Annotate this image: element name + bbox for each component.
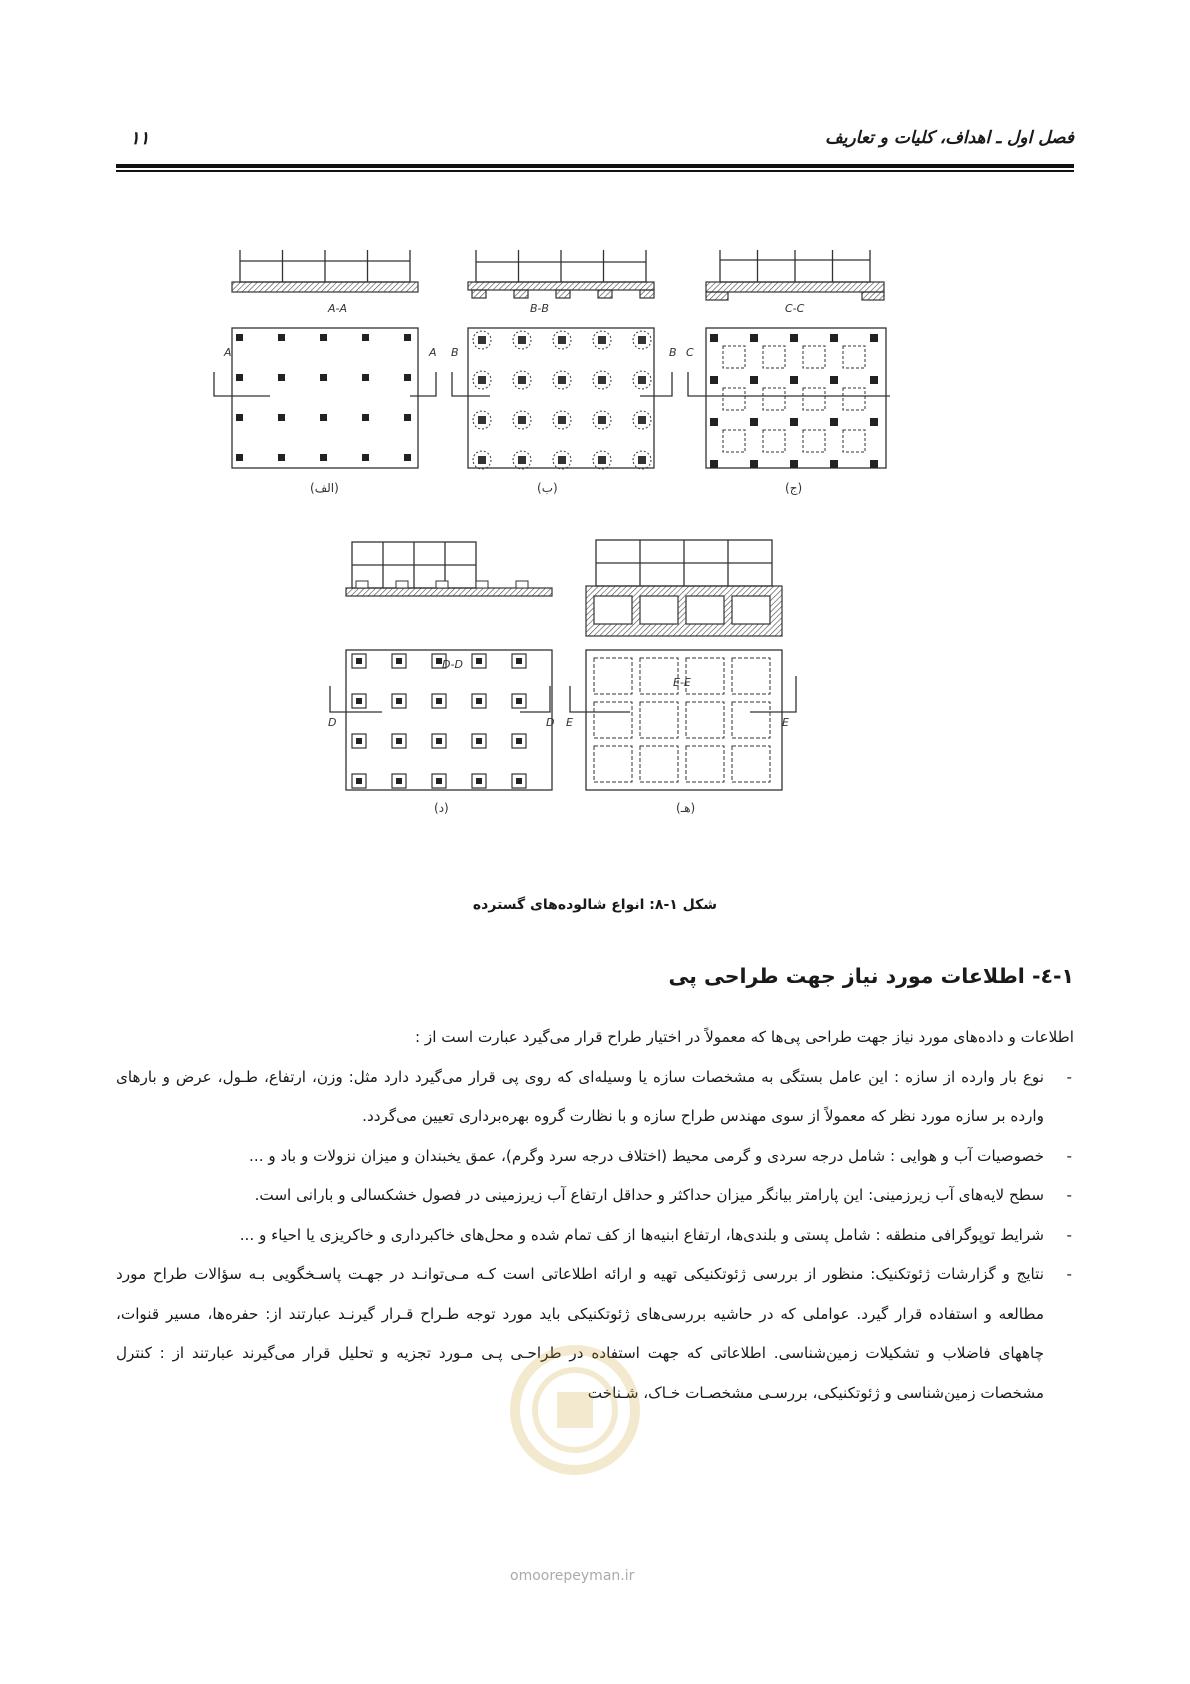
cut-line-c: [688, 372, 890, 396]
dashed-raft-cell: [686, 746, 724, 782]
dashed-raft-cell: [686, 658, 724, 694]
column-square: [830, 418, 838, 426]
column-square: [598, 376, 606, 384]
column-square: [790, 460, 798, 468]
raft-cell: [686, 596, 724, 624]
column-square: [558, 416, 566, 424]
mat-slab-d: [346, 588, 552, 596]
mat-slab-c: [706, 282, 884, 292]
column-square: [516, 778, 522, 784]
dashed-waffle-cell: [843, 346, 865, 368]
column-square: [516, 698, 522, 704]
dashed-waffle-cell: [723, 346, 745, 368]
panel-label-c: (ج): [785, 481, 803, 495]
column-square: [320, 454, 327, 461]
dashed-raft-cell: [732, 702, 770, 738]
section-label-bb: B-B: [530, 302, 549, 315]
column-square: [436, 778, 442, 784]
cut-marker-c: C: [686, 346, 694, 359]
mat-slab-a: [232, 282, 418, 292]
dashed-raft-cell: [640, 702, 678, 738]
dashed-waffle-cell: [803, 388, 825, 410]
intro-paragraph: اطلاعات و داده‌های مورد نیاز جهت طراحی پی‌ها که معمولاً در اختیار طراح قرار می‌گیرد عبارت است از :: [414, 1028, 1074, 1046]
cut-marker-a-left: A: [224, 346, 232, 359]
column-square: [790, 334, 798, 342]
column-square: [598, 336, 606, 344]
dashed-raft-cell: [732, 746, 770, 782]
cut-line-a: [410, 372, 436, 396]
column-square: [404, 374, 411, 381]
panel-label-d: (د): [434, 801, 449, 815]
rib-c: [862, 292, 884, 300]
section-label-dd: D-D: [442, 658, 463, 671]
column-square: [320, 334, 327, 341]
plan-d-outline: [346, 650, 555, 790]
column-square: [236, 454, 243, 461]
header-rule-thin: [116, 170, 1074, 172]
column-square: [638, 456, 646, 464]
chapter-title: فصل اول ـ اهداف، کلیات و تعاریف: [825, 128, 1074, 148]
column-square: [404, 334, 411, 341]
column-square: [518, 456, 526, 464]
list-dash: -: [1066, 1067, 1072, 1086]
list-item: [116, 1137, 1074, 1177]
list-item-text: نوع بار وارده از سازه : این عامل بستگی به مشخصات سازه یا وسیله‌ای که روی پی قرار می‌گیرد دارد مثل: وزن، ارتفاع، طـول، عرض و بارهای وارده بر سازه مورد نظر که معمولاً از سوی مهندس طراح سازه و با نظارت گروه بهره‌برداری تعیین می‌گردد.: [116, 1067, 1044, 1125]
figure-caption: شکل ۱-۸: انواع شالوده‌های گسترده: [472, 897, 718, 913]
raft-cell: [640, 596, 678, 624]
column-square: [710, 376, 718, 384]
column-square: [404, 454, 411, 461]
column-square: [278, 454, 285, 461]
section-label-cc: C-C: [785, 302, 805, 315]
column-square: [598, 456, 606, 464]
cut-marker-d-right: D: [546, 716, 555, 729]
column-square: [870, 460, 878, 468]
column-square: [558, 456, 566, 464]
watermark-url: omoorepeyman.ir: [510, 1568, 635, 1584]
pedestal-b: [514, 290, 528, 298]
column-square: [236, 334, 243, 341]
column-square: [236, 374, 243, 381]
column-square: [750, 376, 758, 384]
list-item-text: خصوصیات آب و هوایی : شامل درجه سردی و گرمی محیط (اختلاف درجه سرد وگرم)، عمق یخبندان و میزان نزولات و باد و ...: [249, 1146, 1044, 1165]
column-square: [518, 376, 526, 384]
column-square: [278, 334, 285, 341]
column-square: [870, 376, 878, 384]
dashed-waffle-cell: [763, 430, 785, 452]
column-square: [362, 334, 369, 341]
column-square: [436, 738, 442, 744]
header-rule-thick: [116, 164, 1074, 168]
dashed-raft-cell: [594, 702, 632, 738]
dashed-waffle-cell: [723, 388, 745, 410]
cut-line-e: [570, 686, 630, 712]
column-square: [356, 698, 362, 704]
column-square: [478, 376, 486, 384]
cut-marker-e-right: E: [782, 716, 789, 729]
column-square: [476, 698, 482, 704]
raft-cell: [594, 596, 632, 624]
column-square: [638, 376, 646, 384]
column-square: [278, 374, 285, 381]
list-dash: -: [1066, 1146, 1072, 1165]
panel-label-e: (هـ): [676, 801, 696, 815]
plan-a-outline: [232, 328, 418, 468]
dashed-raft-cell: [640, 746, 678, 782]
plan-e-outline: [586, 650, 782, 790]
panel-label-a: (الف): [310, 481, 339, 495]
column-square: [870, 334, 878, 342]
column-square: [710, 334, 718, 342]
column-square: [516, 658, 522, 664]
column-square: [362, 414, 369, 421]
dashed-waffle-cell: [763, 346, 785, 368]
column-square: [436, 698, 442, 704]
column-square: [476, 778, 482, 784]
plan-b-outline: [468, 328, 654, 468]
dashed-raft-cell: [686, 702, 724, 738]
list-item: [116, 1216, 1074, 1256]
panel-label-b: (ب): [537, 481, 558, 495]
page-number: ۱۱: [130, 128, 150, 149]
page-header: [116, 128, 1074, 156]
list-dash: -: [1066, 1265, 1072, 1283]
column-square: [278, 414, 285, 421]
column-square: [790, 418, 798, 426]
dashed-raft-cell: [594, 658, 632, 694]
column-square: [396, 778, 402, 784]
column-square: [558, 376, 566, 384]
column-square: [830, 460, 838, 468]
column-square: [476, 738, 482, 744]
list-item-text: نتایج و گزارشات ژئوتکنیک: منظور از بررسی ژئوتکنیکی تهیه و ارائه اطلاعاتی است کـه مـی‌توانـد در جهـت پاسـخگویی بـه سؤالات طراح مورد مطالعه و استفاده قرار گیرد. عواملی که در حاشیه بررسی‌های ژئوتکنیکی باید مورد توجه طـراح قـرار گیرنـد عبارتند از: حفره‌ها، مسیر قنوات، چاههای فاضلاب و تشکیلات زمین‌شناسی. اطلاعاتی که جهت استفاده در طراحـی پـی مـورد تجزیه و تحلیل قرار می‌گیرند عبارتند از : کنترل مشخصات زمین‌شناسی و ژئوتکنیکی، بررسـی مشخصـات خـاک، شـناخت: [116, 1265, 1044, 1402]
column-square: [362, 454, 369, 461]
section-heading: ۱-٤- اطلاعات مورد نیاز جهت طراحی پی: [668, 964, 1074, 988]
column-square: [236, 414, 243, 421]
list-item: [116, 1058, 1074, 1137]
foundation-types-figure: [210, 250, 990, 900]
section-label-ee: E-E: [673, 676, 691, 689]
pedestal-d: [516, 581, 528, 588]
list-dash: -: [1066, 1186, 1072, 1204]
cut-marker-d-left: D: [328, 716, 337, 729]
pedestal-b: [472, 290, 486, 298]
dashed-waffle-cell: [723, 430, 745, 452]
column-square: [870, 418, 878, 426]
mat-slab-b: [468, 282, 654, 290]
pedestal-d: [396, 581, 408, 588]
column-square: [320, 414, 327, 421]
column-square: [320, 374, 327, 381]
column-square: [516, 738, 522, 744]
column-square: [396, 698, 402, 704]
pedestal-d: [356, 581, 368, 588]
column-square: [404, 414, 411, 421]
cut-marker-b-right: B: [669, 346, 677, 359]
dashed-raft-cell: [732, 658, 770, 694]
column-square: [710, 418, 718, 426]
list-item-text: شرایط توپوگرافی منطقه : شامل پستی و بلندی‌ها، ارتفاع ابنیه‌ها از کف تمام شده و محل‌های خاکبرداری و خاکریزی یا احیاء و ...: [239, 1225, 1044, 1244]
dashed-waffle-cell: [803, 346, 825, 368]
plan-c-outline: [706, 328, 886, 468]
cut-marker-a-right: A: [429, 346, 437, 359]
list-dash: -: [1066, 1225, 1072, 1244]
column-square: [750, 418, 758, 426]
column-square: [750, 334, 758, 342]
column-square: [830, 334, 838, 342]
column-square: [362, 374, 369, 381]
column-square: [830, 376, 838, 384]
column-square: [598, 416, 606, 424]
pedestal-d: [476, 581, 488, 588]
pedestal-b: [598, 290, 612, 298]
column-square: [476, 658, 482, 664]
column-square: [558, 336, 566, 344]
dashed-waffle-cell: [763, 388, 785, 410]
column-square: [356, 738, 362, 744]
pedestal-b: [556, 290, 570, 298]
dashed-waffle-cell: [843, 388, 865, 410]
list-item: [116, 1176, 1074, 1216]
column-square: [478, 456, 486, 464]
column-square: [638, 336, 646, 344]
column-square: [710, 460, 718, 468]
raft-cell: [732, 596, 770, 624]
column-square: [356, 658, 362, 664]
dashed-waffle-cell: [843, 430, 865, 452]
watermark-logo: [505, 1340, 645, 1480]
cut-marker-e-left: E: [566, 716, 573, 729]
column-square: [478, 416, 486, 424]
column-square: [396, 738, 402, 744]
list-item-text: سطح لایه‌های آب زیرزمینی: این پارامتر بیانگر میزان حداکثر و حداقل ارتفاع آب زیرزمینی در فصول خشکسالی و بارانی است.: [254, 1186, 1044, 1204]
pedestal-b: [640, 290, 654, 298]
cut-marker-b-left: B: [451, 346, 459, 359]
column-square: [518, 416, 526, 424]
column-square: [518, 336, 526, 344]
column-square: [478, 336, 486, 344]
column-square: [638, 416, 646, 424]
column-square: [356, 778, 362, 784]
pedestal-d: [436, 581, 448, 588]
section-label-aa: A-A: [328, 302, 348, 315]
column-square: [750, 460, 758, 468]
column-square: [396, 658, 402, 664]
column-square: [790, 376, 798, 384]
dashed-raft-cell: [594, 746, 632, 782]
rib-c: [706, 292, 728, 300]
dashed-waffle-cell: [803, 430, 825, 452]
